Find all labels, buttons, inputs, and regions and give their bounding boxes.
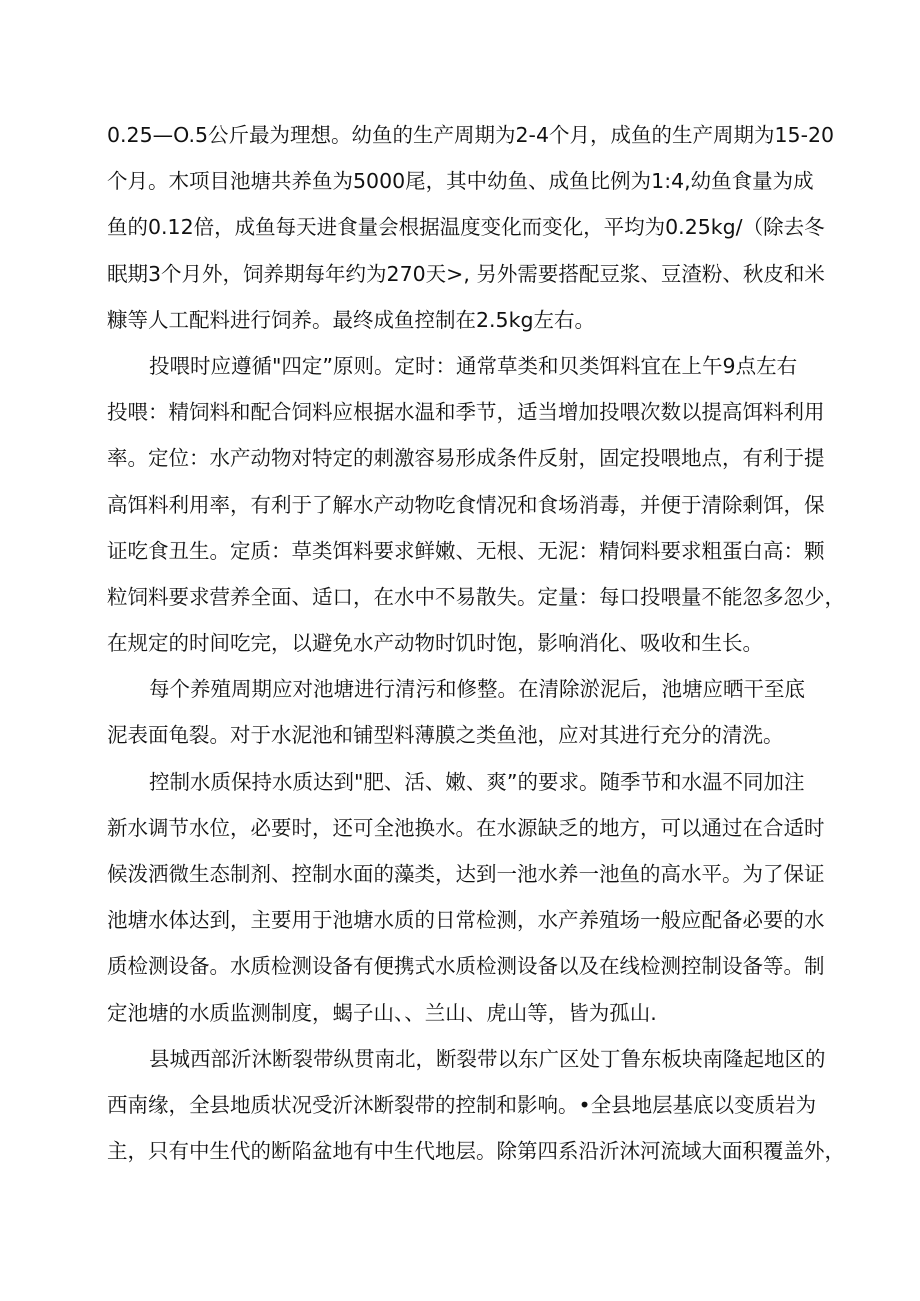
text-line: 0.25—O.5公斤最为理想。幼鱼的生产周期为2-4个月，成鱼的生产周期为15-20 (107, 123, 835, 147)
text-line: 个月。木项目池塘共养鱼为5000尾，其中幼鱼、成鱼比例为1:4,幼鱼食量为成 (107, 169, 814, 194)
text-line: 县城西部沂沐断裂带纵贯南北，断裂带以东广区处丁鲁东板块南隆起地区的 (149, 1046, 826, 1071)
text-line: 率。定位：水产动物对特定的刺激容易形成条件反射，固定投喂地点，有利于提 (107, 446, 825, 471)
paragraph-1 (107, 112, 835, 343)
text-line: 鱼的0.12倍，成鱼每天进食量会根据温度变化而变化，平均为0.25kg/（除去冬 (107, 215, 825, 240)
text-line: 眠期3个月外，饲养期每年约为270天>, 另外需要搭配豆浆、豆渣粉、秋皮和米 (107, 261, 825, 286)
text-line: 候泼洒微生态制剂、控制水面的藻类，达到一池水养一池鱼的高水平。为了保证 (107, 862, 825, 886)
paragraph-5 (107, 1036, 845, 1175)
text-line: 泥表面龟裂。对于水泥池和铺型料薄膜之类鱼池，应对其进行充分的清洗。 (107, 723, 784, 748)
text-line: 质检测设备。水质检测设备有便携式水质检测设备以及在线检测控制设备等。制 (107, 954, 825, 979)
text-line: 西南缘，全县地质状况受沂沐断裂带的控制和影响。•全县地层基底以变质岩为 (107, 1092, 817, 1117)
text-line: 定池塘的水质监测制度，蝎子山、、兰山、虎山等，皆为孤山. (107, 1000, 657, 1025)
text-line: 糠等人工配料进行饲养。最终成鱼控制在2.5kg左右。 (107, 307, 595, 332)
text-line: 每个养殖周期应对池塘进行清污和修整。在清除淤泥后，池塘应晒干至底 (149, 677, 805, 702)
paragraph-3 (107, 666, 810, 758)
text-line: 在规定的时间吃完，以避免水产动物时饥时饱，影响消化、吸收和生长。 (107, 631, 763, 656)
text-line: 池塘水体达到，主要用于池塘水质的日常检测，水产养殖场一般应配备必要的水 (107, 908, 825, 933)
text-line: 粒饲料要求营养全面、适口，在水中不易散失。定量：每口投喂量不能忽多忽少， (107, 584, 845, 609)
text-line: 新水调节水位，必要时，还可全池换水。在水源缺乏的地方，可以通过在合适时 (107, 815, 825, 840)
text-line: 证吃食丑生。定质：草类饵料要求鲜嫩、无根、无泥：精饲料要求粗蛋白高：颗 (107, 538, 825, 563)
text-line: 高饵料利用率，有利于了解水产动物吃食情况和食场消毒，并便于清除剩饵，保 (107, 492, 825, 517)
document-page (107, 112, 845, 1174)
paragraph-2 (107, 343, 845, 666)
text-line: 主，只有中生代的断陷盆地有中生代地层。除第四系沿沂沐河流域大面积覆盖外， (107, 1139, 845, 1164)
paragraph-4 (107, 759, 825, 1036)
text-line: 控制水质保持水质达到"肥、活、嫩、爽”的要求。随季节和水温不同加注 (149, 769, 805, 794)
text-line: 投喂：精饲料和配合饲料应根据水温和季节，适当增加投喂次数以提高饵料利用 (107, 400, 825, 425)
text-line: 投喂时应遵循"四定”原则。定时：通常草类和贝类饵料宜在上午9点左右 (149, 353, 798, 378)
